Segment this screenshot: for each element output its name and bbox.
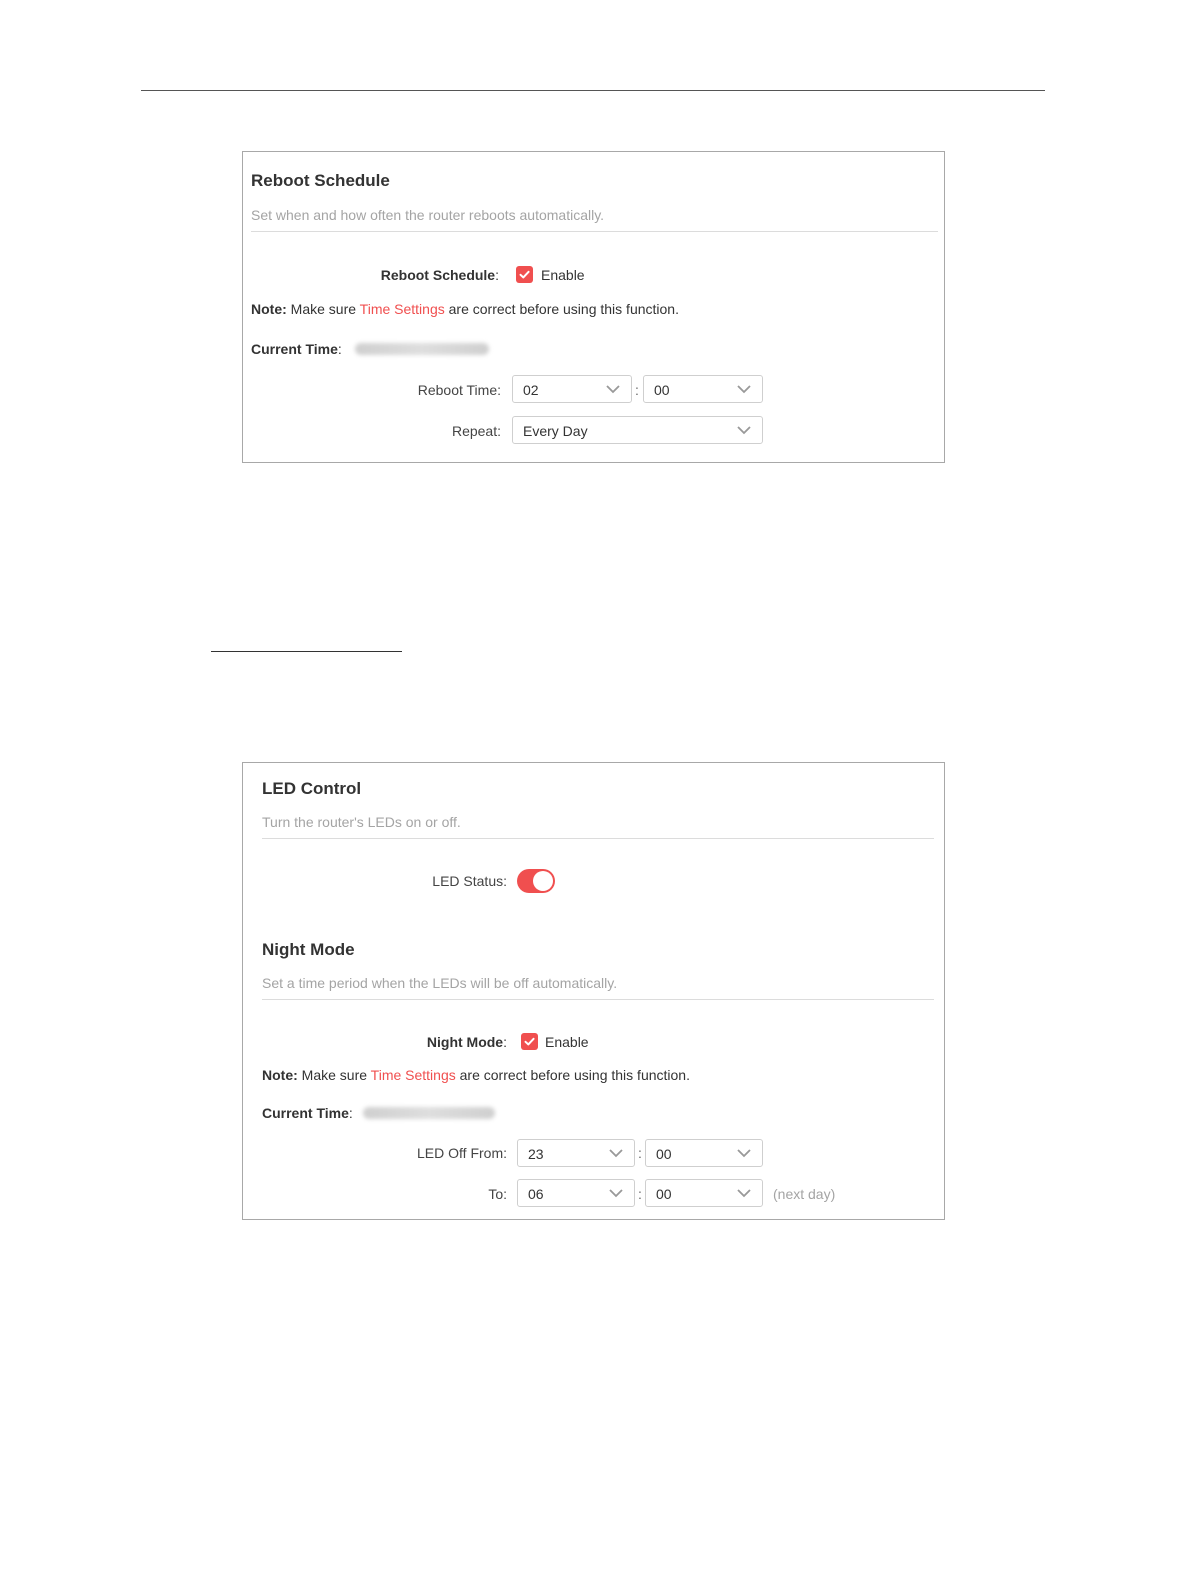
night-mode-label: Night Mode:	[426, 1034, 507, 1050]
led-off-from-hour-select[interactable]: 23	[517, 1139, 635, 1167]
time-separator: :	[638, 1145, 642, 1161]
current-time-value-redacted	[363, 1107, 495, 1119]
led-control-panel	[242, 762, 945, 1220]
chevron-down-icon	[608, 1188, 624, 1198]
page-header-rule	[141, 90, 1045, 91]
reboot-time-label: Reboot Time:	[417, 382, 501, 398]
time-separator: :	[638, 1186, 642, 1202]
reboot-schedule-panel	[242, 151, 945, 463]
led-control-title: LED Control	[262, 779, 362, 798]
divider	[251, 231, 938, 232]
reboot-schedule-description: Set when and how often the router reboots automatically.	[251, 207, 605, 223]
section-rule	[211, 651, 402, 652]
repeat-label: Repeat:	[451, 423, 501, 439]
led-control-description: Turn the router's LEDs on or off.	[262, 814, 461, 830]
checkmark-icon	[516, 266, 533, 283]
current-time-value-redacted	[355, 343, 489, 355]
divider	[262, 999, 934, 1000]
next-day-hint: (next day)	[773, 1186, 836, 1202]
reboot-schedule-title: Reboot Schedule	[251, 171, 390, 190]
time-separator: :	[635, 382, 639, 398]
reboot-minute-select[interactable]: 00	[643, 375, 763, 403]
repeat-select[interactable]: Every Day	[512, 416, 763, 444]
reboot-schedule-label: Reboot Schedule:	[380, 267, 499, 283]
night-mode-enable-checkbox[interactable]	[521, 1033, 538, 1050]
reboot-enable-checkbox[interactable]	[516, 266, 533, 283]
chevron-down-icon	[605, 384, 621, 394]
chevron-down-icon	[736, 1148, 752, 1158]
toggle-knob	[533, 871, 553, 891]
led-off-to-label: To:	[488, 1186, 507, 1202]
reboot-hour-select[interactable]: 02	[512, 375, 632, 403]
led-off-to-minute-select[interactable]: 00	[645, 1179, 763, 1207]
current-time-label: Current Time:	[251, 341, 342, 357]
led-off-to-hour-select[interactable]: 06	[517, 1179, 635, 1207]
chevron-down-icon	[736, 384, 752, 394]
time-settings-link[interactable]: Time Settings	[370, 1067, 456, 1083]
led-status-label: LED Status:	[432, 873, 507, 889]
divider	[262, 838, 934, 839]
checkmark-icon	[521, 1033, 538, 1050]
reboot-note: Note: Make sure Time Settings are correct before using this function.	[251, 301, 679, 317]
night-mode-enable-label: Enable	[545, 1034, 589, 1050]
led-off-from-minute-select[interactable]: 00	[645, 1139, 763, 1167]
night-note: Note: Make sure Time Settings are correct before using this function.	[262, 1067, 690, 1083]
reboot-enable-label: Enable	[541, 267, 585, 283]
chevron-down-icon	[608, 1148, 624, 1158]
led-status-toggle[interactable]	[517, 869, 555, 893]
current-time-label: Current Time:	[262, 1105, 353, 1121]
chevron-down-icon	[736, 425, 752, 435]
night-mode-title: Night Mode	[262, 940, 355, 959]
night-mode-description: Set a time period when the LEDs will be off automatically.	[262, 975, 618, 991]
time-settings-link[interactable]: Time Settings	[359, 301, 445, 317]
chevron-down-icon	[736, 1188, 752, 1198]
led-off-from-label: LED Off From:	[417, 1145, 507, 1161]
